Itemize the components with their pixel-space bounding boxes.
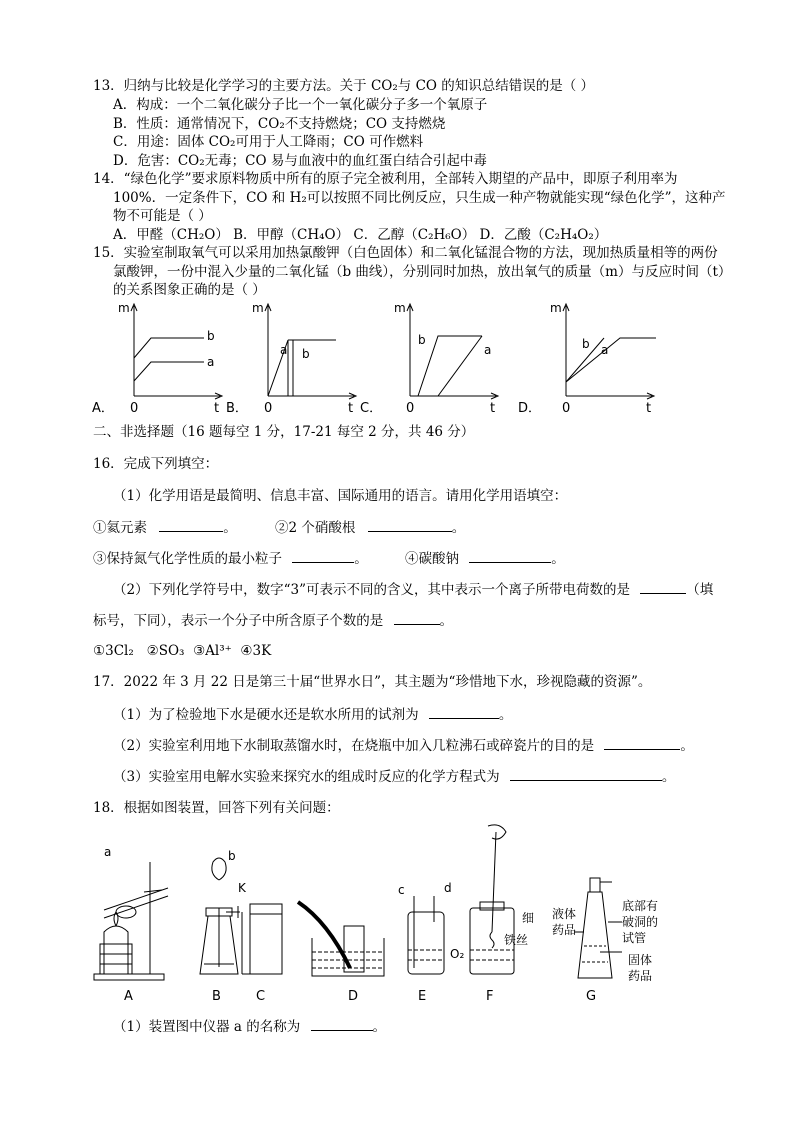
q17-blank1[interactable] bbox=[429, 705, 499, 719]
q16-item4-text: ④碳酸钠 bbox=[405, 551, 459, 567]
graph-c-xlabel: t bbox=[490, 401, 496, 416]
q16-title: 16．完成下列填空： bbox=[93, 456, 219, 472]
q15-line1: 15．实验室制取氧气可以采用加热氯酸钾（白色固体）和二氧化锰混合物的方法，现加热质量相等的两份 bbox=[93, 245, 718, 261]
graph-a-option: A． bbox=[92, 401, 114, 416]
q16-symbol-4: ④3K bbox=[240, 643, 272, 659]
tag-o2: O₂ bbox=[450, 947, 465, 961]
tag-tube1: 底部有 bbox=[622, 899, 659, 913]
graph-b-xlabel: t bbox=[348, 401, 354, 416]
graph-d-option: D． bbox=[518, 401, 542, 416]
q17-blank2[interactable] bbox=[604, 736, 680, 750]
graph-c-label-b: b bbox=[418, 333, 426, 347]
q15-line2: 氯酸钾，一份中混入少量的二氧化锰（b 曲线），分别同时加热，放出氧气的质量（m）与反应时间（t） bbox=[113, 264, 732, 280]
graph-b-ylabel: m bbox=[252, 301, 264, 315]
q17-part1: （1）为了检验地下水是硬水还是软水所用的试剂为 。 bbox=[113, 707, 513, 723]
graph-c-curve-a bbox=[438, 336, 482, 396]
apparatus-d bbox=[298, 902, 384, 976]
tag-k: K bbox=[238, 881, 246, 895]
q16-item3-blank[interactable] bbox=[292, 549, 354, 563]
q15-line3: 的关系图象正确的是（ ） bbox=[113, 282, 266, 298]
q16-item1-text: ①氦元素 bbox=[93, 520, 147, 536]
q18-part1: （1）装置图中仪器 a 的名称为 。 bbox=[113, 1019, 387, 1035]
graph-a-label-a: a bbox=[207, 355, 215, 369]
tag-solid1: 固体 bbox=[628, 953, 653, 967]
tag-solid2: 药品 bbox=[628, 969, 653, 983]
graph-a-xlabel: t bbox=[214, 401, 220, 416]
graph-b-label-a: a bbox=[280, 343, 288, 357]
graph-c-label-a: a bbox=[484, 343, 492, 357]
q17-part3: （3）实验室用电解水实验来探究水的组成时反应的化学方程式为 。 bbox=[113, 769, 676, 785]
tag-liquid2: 药品 bbox=[552, 923, 577, 937]
graph-b-label-b: b bbox=[302, 347, 310, 361]
q16-item1: ①氦元素 。 bbox=[93, 520, 237, 536]
graph-d-origin: 0 bbox=[562, 401, 571, 416]
graph-b bbox=[265, 304, 356, 399]
graph-c-origin: 0 bbox=[406, 401, 415, 416]
q14-line1: 14．“绿色化学”要求原料物质中所有的原子完全被利用，全部转入期望的产品中，即原子利用率为 bbox=[93, 171, 678, 187]
q16-item4: ④碳酸钠 。 bbox=[405, 551, 565, 567]
q16-symbol-3: ③Al³⁺ bbox=[193, 643, 232, 659]
q16-item3-text: ③保持氮气化学性质的最小粒子 bbox=[93, 551, 282, 567]
q18-apparatus-figure bbox=[88, 822, 688, 1012]
apparatus-c bbox=[242, 904, 282, 974]
q13-option-a: A．构成：一个二氧化碳分子比一个一氧化碳分子多一个氧原子 bbox=[113, 97, 488, 113]
q16-item1-blank[interactable] bbox=[159, 518, 223, 532]
q17-title: 17．2022 年 3 月 22 日是第三十届“世界水日”，其主题为“珍惜地下水，珍视隐藏的资源”。 bbox=[93, 674, 652, 690]
q15-graphs bbox=[88, 296, 688, 418]
tag-wire: 铁丝 bbox=[504, 933, 529, 947]
tag-b: b bbox=[228, 849, 236, 863]
q16-item4-blank[interactable] bbox=[469, 549, 551, 563]
q14-line2: 100%．一定条件下，CO 和 H₂可以按照不同比例反应，只生成一种产物就能实现“绿色化学”，这种产 bbox=[113, 190, 726, 206]
apparatus-f bbox=[470, 825, 514, 974]
graph-c-ylabel: m bbox=[394, 301, 406, 315]
graph-a-curve-b bbox=[134, 338, 204, 358]
apparatus-e bbox=[408, 896, 444, 974]
q16-item2-blank[interactable] bbox=[368, 518, 452, 532]
q18-blank1[interactable] bbox=[311, 1017, 373, 1031]
q18-title: 18．根据如图装置，回答下列有关问题： bbox=[93, 800, 340, 816]
q13-option-d: D．危害：CO₂无毒；CO 易与血液中的血红蛋白结合引起中毒 bbox=[113, 153, 487, 169]
graph-a-label-b: b bbox=[207, 329, 215, 343]
tag-a: a bbox=[104, 845, 112, 859]
q17-blank3[interactable] bbox=[510, 767, 662, 781]
tag-liquid1: 液体 bbox=[552, 907, 577, 921]
graph-a-origin: 0 bbox=[130, 401, 139, 416]
q17-part2: （2）实验室利用地下水制取蒸馏水时，在烧瓶中加入几粒沸石或碎瓷片的目的是 。 bbox=[113, 738, 694, 754]
q14-line3: 物不可能是（ ） bbox=[113, 208, 212, 224]
q16-part2-blank1[interactable] bbox=[640, 580, 686, 594]
graph-c-curve-b bbox=[418, 336, 482, 396]
q16-symbols bbox=[93, 642, 271, 660]
tag-tube3: 试管 bbox=[622, 931, 647, 945]
apparatus-b bbox=[200, 858, 240, 974]
label-e: E bbox=[418, 989, 427, 1004]
graph-a-curve-a bbox=[134, 362, 204, 381]
q16-symbol-1: ①3Cl₂ bbox=[93, 643, 134, 659]
graph-c-option: C． bbox=[360, 401, 383, 416]
graph-d-ylabel: m bbox=[550, 301, 562, 315]
q16-item2: ②2 个硝酸根 。 bbox=[275, 520, 466, 536]
tag-thin: 细 bbox=[522, 911, 535, 925]
q16-symbol-2: ②SO₃ bbox=[146, 643, 185, 659]
graph-a-ylabel: m bbox=[118, 301, 130, 315]
graph-d-label-b: b bbox=[582, 337, 590, 351]
graph-d-label-a: a bbox=[601, 343, 609, 357]
graph-d-xlabel: t bbox=[646, 401, 652, 416]
tag-tube2: 破洞的 bbox=[622, 915, 659, 929]
q16-item2-text: ②2 个硝酸根 bbox=[275, 520, 356, 536]
q16-part2-line2: 标号，下同），表示一个分子中所含原子个数的是 。 bbox=[93, 613, 454, 629]
graph-b-option: B． bbox=[226, 401, 248, 416]
q13-stem: 13．归纳与比较是化学学习的主要方法。关于 CO₂与 CO 的知识总结错误的是（ ） bbox=[93, 78, 595, 94]
label-d: D bbox=[348, 989, 359, 1004]
q16-part2-blank2[interactable] bbox=[394, 611, 440, 625]
graph-a bbox=[131, 304, 222, 399]
label-c: C bbox=[256, 989, 266, 1004]
q13-option-c: C．用途：固体 CO₂可用于人工降雨；CO 可作燃料 bbox=[113, 134, 424, 150]
section-2-heading: 二、非选择题（16 题每空 1 分，17-21 每空 2 分，共 46 分） bbox=[93, 424, 475, 440]
q16-part2-line1: （2）下列化学符号中，数字“3”可表示不同的含义，其中表示一个离子所带电荷数的是 （填 bbox=[113, 582, 714, 598]
q16-part1: （1）化学用语是最简明、信息丰富、国际通用的语言。请用化学用语填空： bbox=[113, 488, 568, 504]
apparatus-g bbox=[574, 878, 622, 978]
graph-d bbox=[563, 304, 656, 399]
q13-option-b: B．性质：通常情况下，CO₂不支持燃烧；CO 支持燃烧 bbox=[113, 116, 446, 132]
label-f: F bbox=[486, 989, 494, 1004]
graph-b-origin: 0 bbox=[264, 401, 273, 416]
apparatus-a bbox=[94, 862, 168, 980]
q14-options: A．甲醛（CH₂O） B．甲醇（CH₄O） C．乙醇（C₂H₆O） D．乙酸（C₂H₄O₂） bbox=[113, 227, 608, 243]
label-g: G bbox=[586, 989, 597, 1004]
tag-d: d bbox=[444, 881, 452, 895]
q16-item3: ③保持氮气化学性质的最小粒子 。 bbox=[93, 551, 368, 567]
label-b: B bbox=[212, 989, 221, 1004]
tag-c: c bbox=[398, 883, 405, 897]
label-a: A bbox=[124, 989, 133, 1004]
graph-d-curve-a bbox=[566, 338, 656, 382]
